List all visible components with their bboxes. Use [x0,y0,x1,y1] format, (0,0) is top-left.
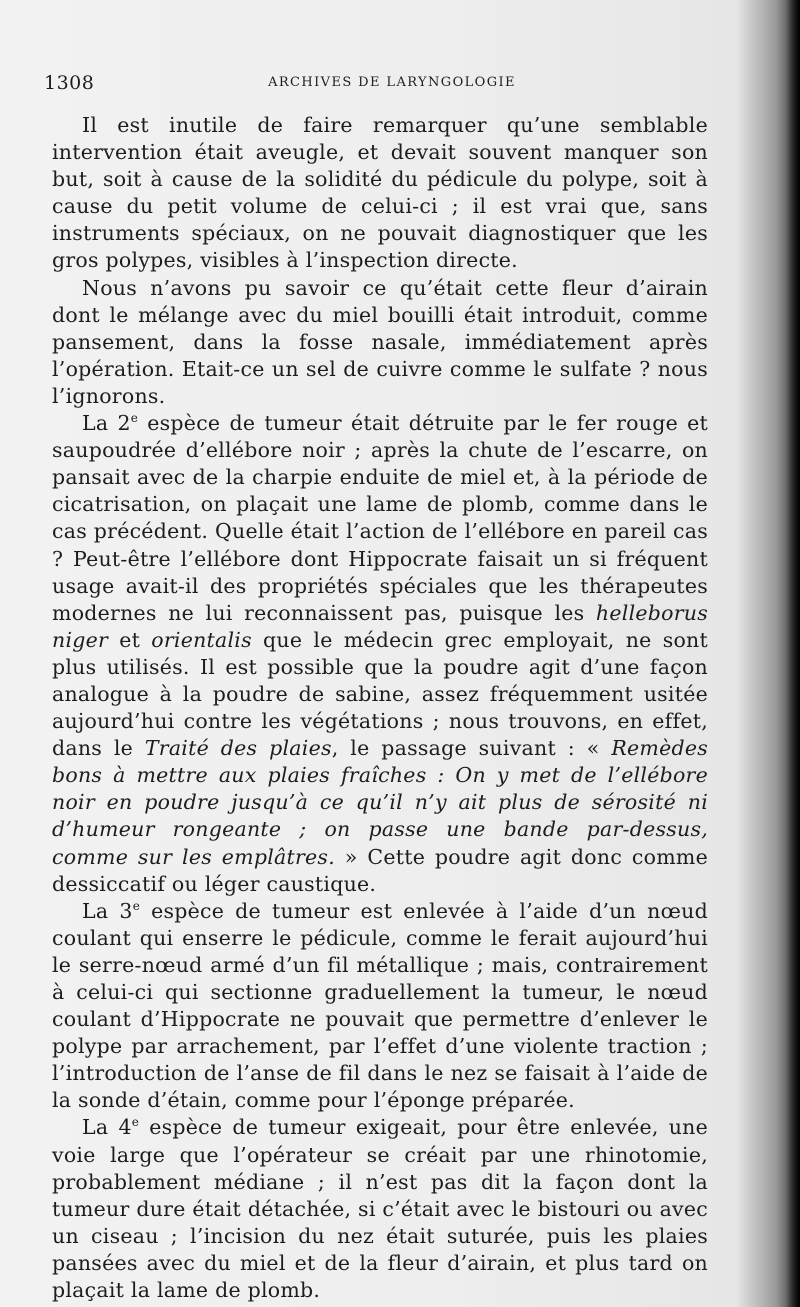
page-header [44,72,740,96]
text-run: » Cette poudre agit donc comme dessiccatif ou léger caustique. [52,844,708,896]
running-title: ARCHIVES DE LARYNGOLOGIE [268,75,516,90]
page-number: 1308 [44,72,95,94]
text-run: espèce de tumeur exigeait, pour être enlevée, une voie large que l’opérateur se créait par une rhinotomie, probablement médiane ; il n’est pas dit la façon dont la tumeur dure était détachée, si c’était avec le bistouri ou avec un ciseau ; l’incision du nez était suturée, puis les plaies pansées avec du miel et de la fleur d’airain, et plus tard on plaçait la lame de plomb. [52,1115,708,1303]
paragraph [52,1114,708,1304]
text-run: , le passage suivant : « [331,736,612,761]
ordinal-superscript: e [131,1115,140,1130]
text-run: espèce de tumeur est enlevée à l’aide d’un nœud coulant qui enserre le pédicule, comme le ferait aujourd’hui le serre-nœud armé d’un fil métallique ; mais, contrairement à celui-ci qui sectionne graduellement la tumeur, le nœud coulant d’Hippocrate ne pouvait que permettre d’enlever le polype par arrachement, par l’effet d’une violente traction ; l’introduction de l’anse de fil dans le nez se faisait à l’aide de la sonde d’étain, comme pour l’éponge préparée. [52,898,708,1113]
ordinal-superscript: e [130,411,139,426]
book-title-italic: Traité des plaies [144,736,332,761]
text-run: et [108,627,152,652]
italic-term: helleborus niger [52,600,708,652]
text-run: La 2 [82,411,131,436]
text-run: espèce de tumeur était détruite par le fer rouge et saupoudrée d’ellébore noir ; après la chute de l’escarre, on pansait avec de la charpie enduite de miel et, à la période de cicatrisation, on plaçait une lame de plomb, comme dans le cas précédent. Quelle était l’action de l’ellébore en pareil cas ? Peut-être l’ellébore dont Hippocrate faisait un si fréquent usage avait-il des propriétés spéciales que les thérapeutes modernes ne lui reconnaissent pas, puisque les [52,411,708,625]
text-run: La 4 [82,1115,132,1140]
paragraph [52,898,708,1115]
paragraph: Nous n’avons pu savoir ce qu’était cette fleur d’airain dont le mélange avec du miel bouilli était introduit, comme pansement, dans la fosse nasale, immédiatement après l’opération. Etait-ce un sel de cuivre comme le sulfate ? nous l’ignorons. [52,275,708,408]
paragraph [52,410,708,898]
italic-term: orientalis [151,627,252,652]
ordinal-superscript: e [132,898,141,913]
italic-quotation: Remèdes bons à mettre aux plaies fraîches : On y met de l’ellébore noir en poudre jusqu’à ce qu’il n’y ait plus de sérosité ni d’humeur rongeante ; on passe une bande par-dessus, comme sur les emplâtres. [52,736,708,869]
paragraph: Il est inutile de faire remarquer qu’une semblable intervention était aveugle, et devait souvent manquer son but, soit à cause de la solidité du pédicule du polype, soit à cause du petit volume de celui-ci ; il est vrai que, sans instruments spéciaux, on ne pouvait diagnostiquer que les gros polypes, visibles à l’inspection directe. [52,113,708,273]
body-text [52,112,708,1304]
text-run: que le médecin grec employait, ne sont plus utilisés. Il est possible que la poudre agit d’une façon analogue à la poudre de sabine, assez fréquemment usitée aujourd’hui contre les végétations ; nous trouvons, en effet, dans le [52,627,708,761]
text-run: La 3 [82,898,133,923]
